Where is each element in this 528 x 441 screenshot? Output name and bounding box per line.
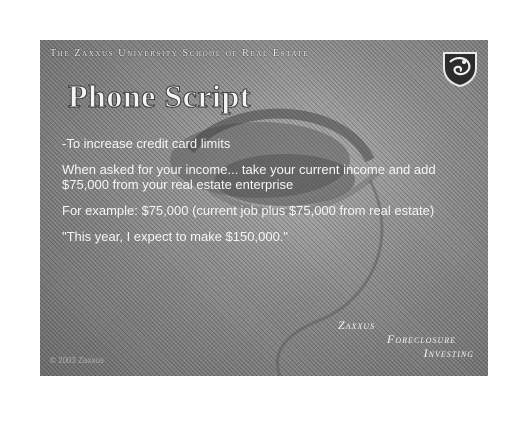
bullet-item: For example: $75,000 (current job plus $75,000 from real estate) <box>62 203 435 218</box>
bullet-item: -To increase credit card limits <box>62 136 231 151</box>
presentation-slide <box>40 40 488 376</box>
brand-logo <box>324 318 474 360</box>
bullet-item: When asked for your income... take your current income and add $75,000 from your real estate enterprise <box>62 162 436 192</box>
slide-title: Phone Script <box>68 78 251 114</box>
bullet-list <box>62 136 464 255</box>
bullet-item: "This year, I expect to make $150,000." <box>62 229 289 244</box>
footer-note: © 2003 Zaxxus <box>50 356 104 365</box>
brand-line: Foreclosure <box>387 332 456 346</box>
brand-line: Investing <box>423 346 474 360</box>
brand-line: Zaxxus <box>338 318 376 332</box>
school-crest-icon <box>440 48 480 88</box>
slide-header: The Zaxxus University School of Real Estate <box>50 48 310 59</box>
